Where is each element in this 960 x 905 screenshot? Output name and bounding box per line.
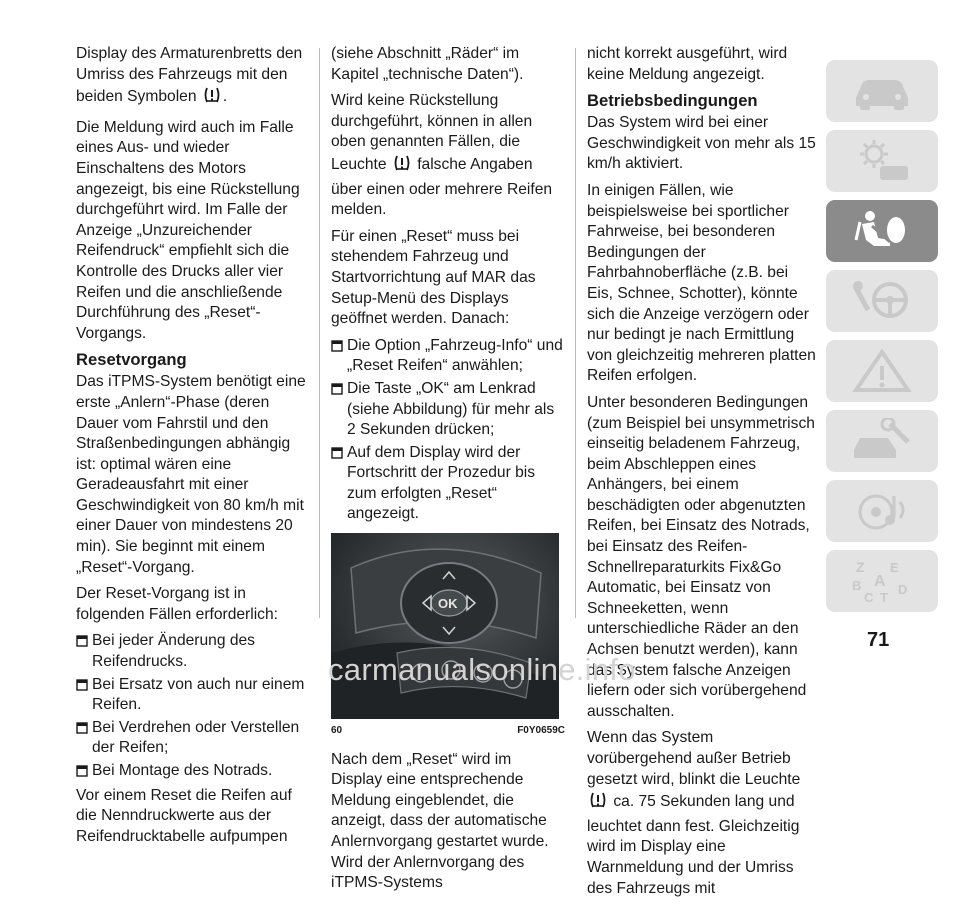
paragraph: Nach dem „Reset“ wird im Display eine entsprechende Meldung eingeblendet, die anzeigt, dass der automatische Anlernvorgang gestartet wurde. Wird der Anlernvorgang des iTPMS-Systems [331, 750, 549, 892]
paragraph: Die Meldung wird auch im Falle eines Aus- und wieder Einschaltens des Motors angezeigt, bis eine Rückstellung durchgeführt wird. Im Falle der Anzeige „Unzureichender Reifendruck“ empfiehlt sich die Kontrolle des Drucks aller vier Reifen und die anschließende Durchführung des „Reset“-Vorgangs. [76, 118, 300, 342]
list-item: Bei Verdrehen oder Verstellen der Reifen; [76, 718, 308, 759]
car-icon [850, 68, 914, 114]
list-item: Bei Montage des Notrads. [76, 761, 308, 782]
column-divider [575, 48, 576, 618]
tab-emergency[interactable] [826, 340, 938, 402]
tab-safety[interactable] [826, 200, 938, 262]
tab-starting-driving[interactable] [826, 270, 938, 332]
list-item: Bei jeder Änderung des Reifendrucks. [76, 631, 308, 672]
paragraph: Für einen „Reset“ muss bei stehendem Fahrzeug und Startvorrichtung auf MAR das Setup-Menü des Displays geöffnet werden. Danach: [331, 227, 536, 328]
bullet-icon [76, 718, 90, 759]
sun-dashboard-icon [850, 138, 914, 184]
list-item: Bei Ersatz von auch nur einem Reifen. [76, 675, 308, 716]
section-heading: Betriebsbedingungen [587, 91, 758, 111]
text-column-1 [76, 44, 308, 853]
paragraph: Vor einem Reset die Reifen auf die Nenndruckwerte aus der Reifendrucktabelle aufpumpen [76, 786, 292, 845]
paragraph: Unter besonderen Bedingungen (zum Beispiel bei unsymmetrisch einseitig beladenem Fahrzeug, beim Abschleppen eines Anhängers, bei einem beschädigten oder abgenutzten Reifen, bei Einsatz des Notrads, bei Einsatz des Reifen-Schnellreparaturkits Fix&Go Automatic, bei Einsatz von Schneeketten, wenn unterschiedliche Räder an den Achsen benutzt werden), kann das System falsche Anzeigen liefern oder sich vorübergehend ausschalten. [587, 393, 815, 720]
bullet-icon [76, 631, 90, 672]
svg-text:C: C [864, 590, 874, 604]
airbag-seat-icon [850, 208, 914, 254]
watermark: carmanualsonline.info [328, 652, 636, 687]
warning-triangle-icon [850, 348, 914, 394]
figure-number: 60 [331, 725, 343, 737]
paragraph: Display des Armaturenbretts den Umriss des Fahrzeugs mit den beiden Symbolen . [76, 44, 308, 112]
svg-text:Z: Z [856, 559, 865, 575]
svg-text:E: E [890, 560, 899, 575]
svg-text:B: B [852, 578, 862, 593]
text-column-3 [587, 44, 817, 905]
paragraph: In einigen Fällen, wie beispielsweise bei sportlicher Fahrweise, bei besonderen Bedingungen der Fahrbahnoberfläche (z.B. bei Eis, Schnee, Schotter), könnte sich die Anzeige verzögern oder nur bedingt je nach Ermittlung von gleichzeitig mehreren platten Reifen erfolgen. [587, 181, 816, 385]
text-column-2 [331, 44, 565, 900]
bullet-icon [76, 761, 90, 782]
tire-pressure-warning-icon [588, 790, 608, 817]
tab-maintenance[interactable] [826, 410, 938, 472]
steering-wheel-controls-figure [331, 533, 559, 719]
section-heading: Resetvorgang [76, 350, 187, 370]
ok-button-label: OK [438, 596, 458, 612]
list-item: Auf dem Display wird der Fortschritt der Prozedur bis zum erfolgten „Reset“ angezeigt. [331, 443, 565, 525]
tab-multimedia[interactable] [826, 480, 938, 542]
bullet-icon [331, 379, 345, 441]
paragraph: Der Reset-Vorgang ist in folgenden Fällen erforderlich: [76, 585, 278, 623]
column-divider [319, 48, 320, 618]
tire-pressure-warning-icon [392, 153, 412, 180]
wrench-car-icon [850, 418, 914, 464]
tire-pressure-warning-icon [202, 85, 222, 112]
key-steering-icon [850, 278, 914, 324]
multimedia-icon [850, 488, 914, 534]
chapter-tabs [826, 60, 938, 620]
steering-wheel-illustration [331, 533, 559, 719]
paragraph: (siehe Abschnitt „Räder“ im Kapitel „technische Daten“). [331, 45, 524, 83]
figure-caption [331, 721, 565, 742]
list-item: Die Taste „OK“ am Lenkrad (siehe Abbildung) für mehr als 2 Sekunden drücken; [331, 379, 565, 441]
paragraph: nicht korrekt ausgeführt, wird keine Meldung angezeigt. [587, 45, 788, 83]
bullet-icon [76, 675, 90, 716]
tab-dashboard[interactable] [826, 130, 938, 192]
tab-index[interactable] [826, 550, 938, 612]
paragraph: Wenn das System vorübergehend außer Betrieb gesetzt wird, blinkt die Leuchte ca. 75 Sekunden lang und leuchtet dann fest. Gleichzeitig wird im Display eine Warnmeldung und der Umriss des Fahrzeugs mit [587, 729, 801, 897]
figure-code: F0Y0659C [517, 725, 565, 737]
tab-car[interactable] [826, 60, 938, 122]
paragraph: Das System wird bei einer Geschwindigkeit von mehr als 15 km/h aktiviert. [587, 114, 816, 173]
alphabet-index-icon [850, 558, 914, 604]
svg-text:D: D [898, 582, 908, 597]
paragraph: Das iTPMS-System benötigt eine erste „Anlern“-Phase (deren Dauer vom Fahrstil und den Straßenbedingungen abhängig ist: optimal wären eine Geradeausfahrt mit einer Geschwindigkeit von 80 km/h mit einer Dauer von mindestens 20 min). Sie beginnt mit einem „Reset“-Vorgang. [76, 373, 306, 576]
bullet-icon [331, 443, 345, 525]
paragraph: Wird keine Rückstellung durchgeführt, können in allen oben genannten Fällen, die Leuchte falsche Angaben über einen oder mehrere Reifen melden. [331, 92, 553, 219]
page-number: 71 [867, 629, 890, 651]
svg-text:A: A [874, 573, 886, 590]
list-item: Die Option „Fahrzeug-Info“ und „Reset Reifen“ anwählen; [331, 336, 565, 377]
bullet-icon [331, 336, 345, 377]
svg-text:T: T [880, 590, 888, 604]
